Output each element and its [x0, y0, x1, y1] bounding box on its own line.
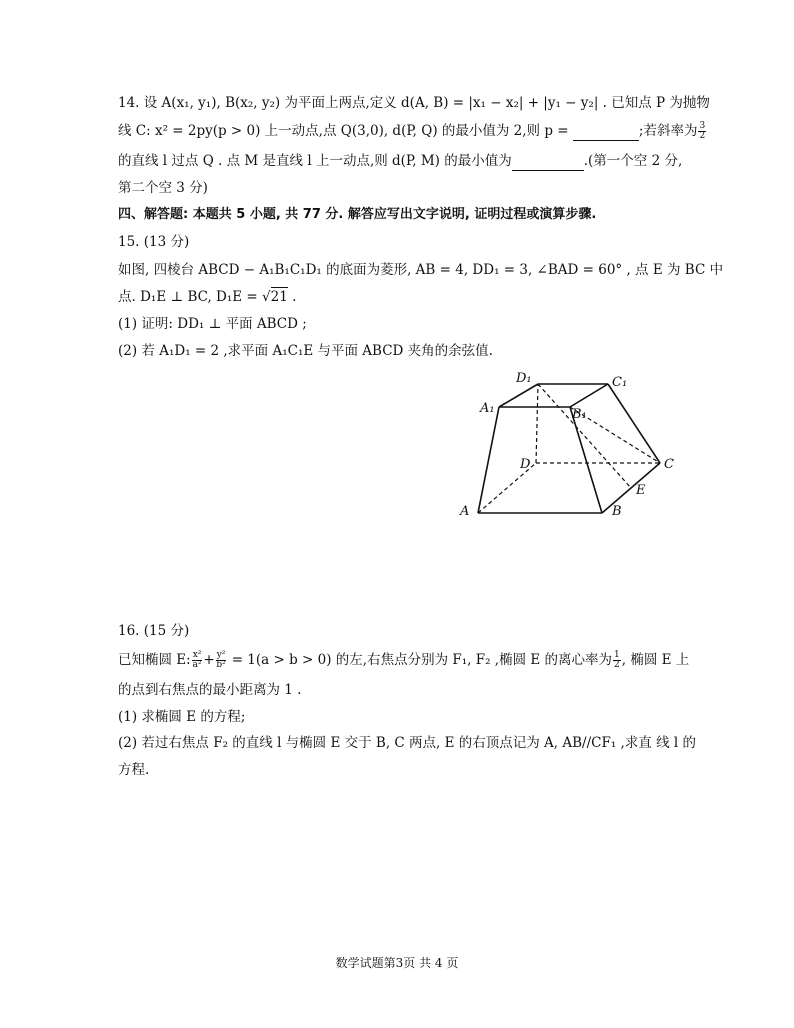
x-squared: x²	[192, 650, 202, 660]
label-C1: C₁	[612, 375, 628, 390]
y-squared: y²	[216, 650, 226, 660]
q16-part-2: (2) 若过右焦点 F₂ 的直线 l 与椭圆 E 交于 B, C 两点, E 的右顶点记为 A, AB//CF₁ ,求直 线 l 的	[118, 735, 697, 751]
q15-part-1: (1) 证明: DD₁ ⊥ 平面 ABCD ;	[118, 316, 307, 332]
frustum-figure	[455, 363, 685, 523]
q16-text-1c: , 椭圆 E 上	[621, 652, 690, 668]
slope-numerator: 3	[699, 121, 706, 131]
edge-B-B1	[570, 407, 602, 513]
q14-text-3b: .(第一个空 2 分,	[583, 153, 683, 169]
label-E: E	[636, 483, 646, 498]
q15-part-2: (2) 若 A₁D₁ = 2 ,求平面 A₁C₁E 与平面 ABCD 夹角的余弦值.	[118, 343, 493, 359]
label-B: B	[612, 504, 622, 519]
q16-heading: 16. (15 分)	[118, 623, 190, 639]
q15-heading: 15. (13 分)	[118, 234, 190, 250]
q16-line-1	[118, 650, 689, 670]
q14-line-4	[118, 178, 208, 198]
q16-line-2: 的点到右焦点的最小距离为 1 .	[118, 682, 302, 698]
q15-line-1: 如图, 四棱台 ABCD − A₁B₁C₁D₁ 的底面为菱形, AB = 4, DD₁ = 3, ∠BAD = 60° , 点 E 为 BC 中	[118, 262, 724, 278]
q15-text-2: 点. D₁E ⊥ BC, D₁E =	[118, 289, 263, 305]
q14-line-3	[118, 151, 682, 171]
edge-B-C	[602, 463, 660, 513]
sqrt-radicand: 21	[270, 289, 288, 305]
slope-fraction	[698, 122, 706, 141]
q16-part-2-cont: 方程.	[118, 762, 150, 778]
q16-text-1b: = 1(a > b > 0) 的左,右焦点分别为 F₁, F₂ ,椭圆 E 的离心率为	[227, 652, 613, 668]
hidden-edge-D1-E	[538, 384, 631, 488]
edge-D1-A1	[499, 384, 538, 407]
slope-denominator: 2	[699, 131, 706, 141]
eccentricity-numerator: 1	[614, 650, 620, 660]
q14-line-1	[118, 93, 710, 113]
edge-B1-C1	[570, 384, 608, 407]
label-A: A	[460, 504, 470, 519]
q14-answer-blank-2[interactable]	[512, 156, 584, 171]
x-over-a-fraction	[192, 651, 203, 670]
plus-sign: +	[203, 652, 215, 668]
q14-text-3: 的直线 l 过点 Q . 点 M 是直线 l 上一动点,则 d(P, M) 的最小值为	[118, 153, 512, 169]
q15-line-2	[118, 287, 296, 307]
label-B1: B₁	[572, 407, 587, 422]
y-over-b-fraction	[216, 651, 227, 670]
label-A1: A₁	[480, 401, 495, 416]
q15-text-2b: .	[287, 289, 297, 305]
edge-C-C1	[608, 384, 660, 463]
eccentricity-fraction	[613, 651, 621, 670]
hidden-edge-D-D1	[536, 384, 538, 463]
a-squared: a²	[192, 660, 202, 670]
section-heading: 四、解答题: 本题共 5 小题, 共 77 分. 解答应写出文字说明, 证明过程或演算步骤.	[118, 207, 597, 222]
label-D1: D₁	[516, 371, 532, 386]
q14-text-2b: ;若斜率为	[638, 123, 698, 139]
q16-text-1a: 已知椭圆 E:	[118, 652, 191, 668]
sqrt-sign: √	[262, 289, 271, 305]
q14-text-2: 线 C: x² = 2py(p > 0) 上一动点,点 Q(3,0), d(P, Q) 的最小值为 2,则 p =	[118, 123, 573, 139]
q16-part-1: (1) 求椭圆 E 的方程;	[118, 709, 246, 725]
q14-answer-blank-1[interactable]	[573, 126, 639, 141]
page-footer: 数学试题第3页 共 4 页	[335, 956, 459, 970]
q14-text-1: 14. 设 A(x₁, y₁), B(x₂, y₂) 为平面上两点,定义 d(A, B) = |x₁ − x₂| + |y₁ − y₂| . 已知点 P 为抛物	[118, 95, 710, 111]
q14-line-2	[118, 121, 707, 141]
q14-text-4: 第二个空 3 分)	[118, 180, 208, 196]
label-C: C	[664, 457, 674, 472]
label-D: D	[520, 457, 531, 472]
eccentricity-denominator: 2	[614, 660, 620, 670]
b-squared: b²	[216, 660, 226, 670]
